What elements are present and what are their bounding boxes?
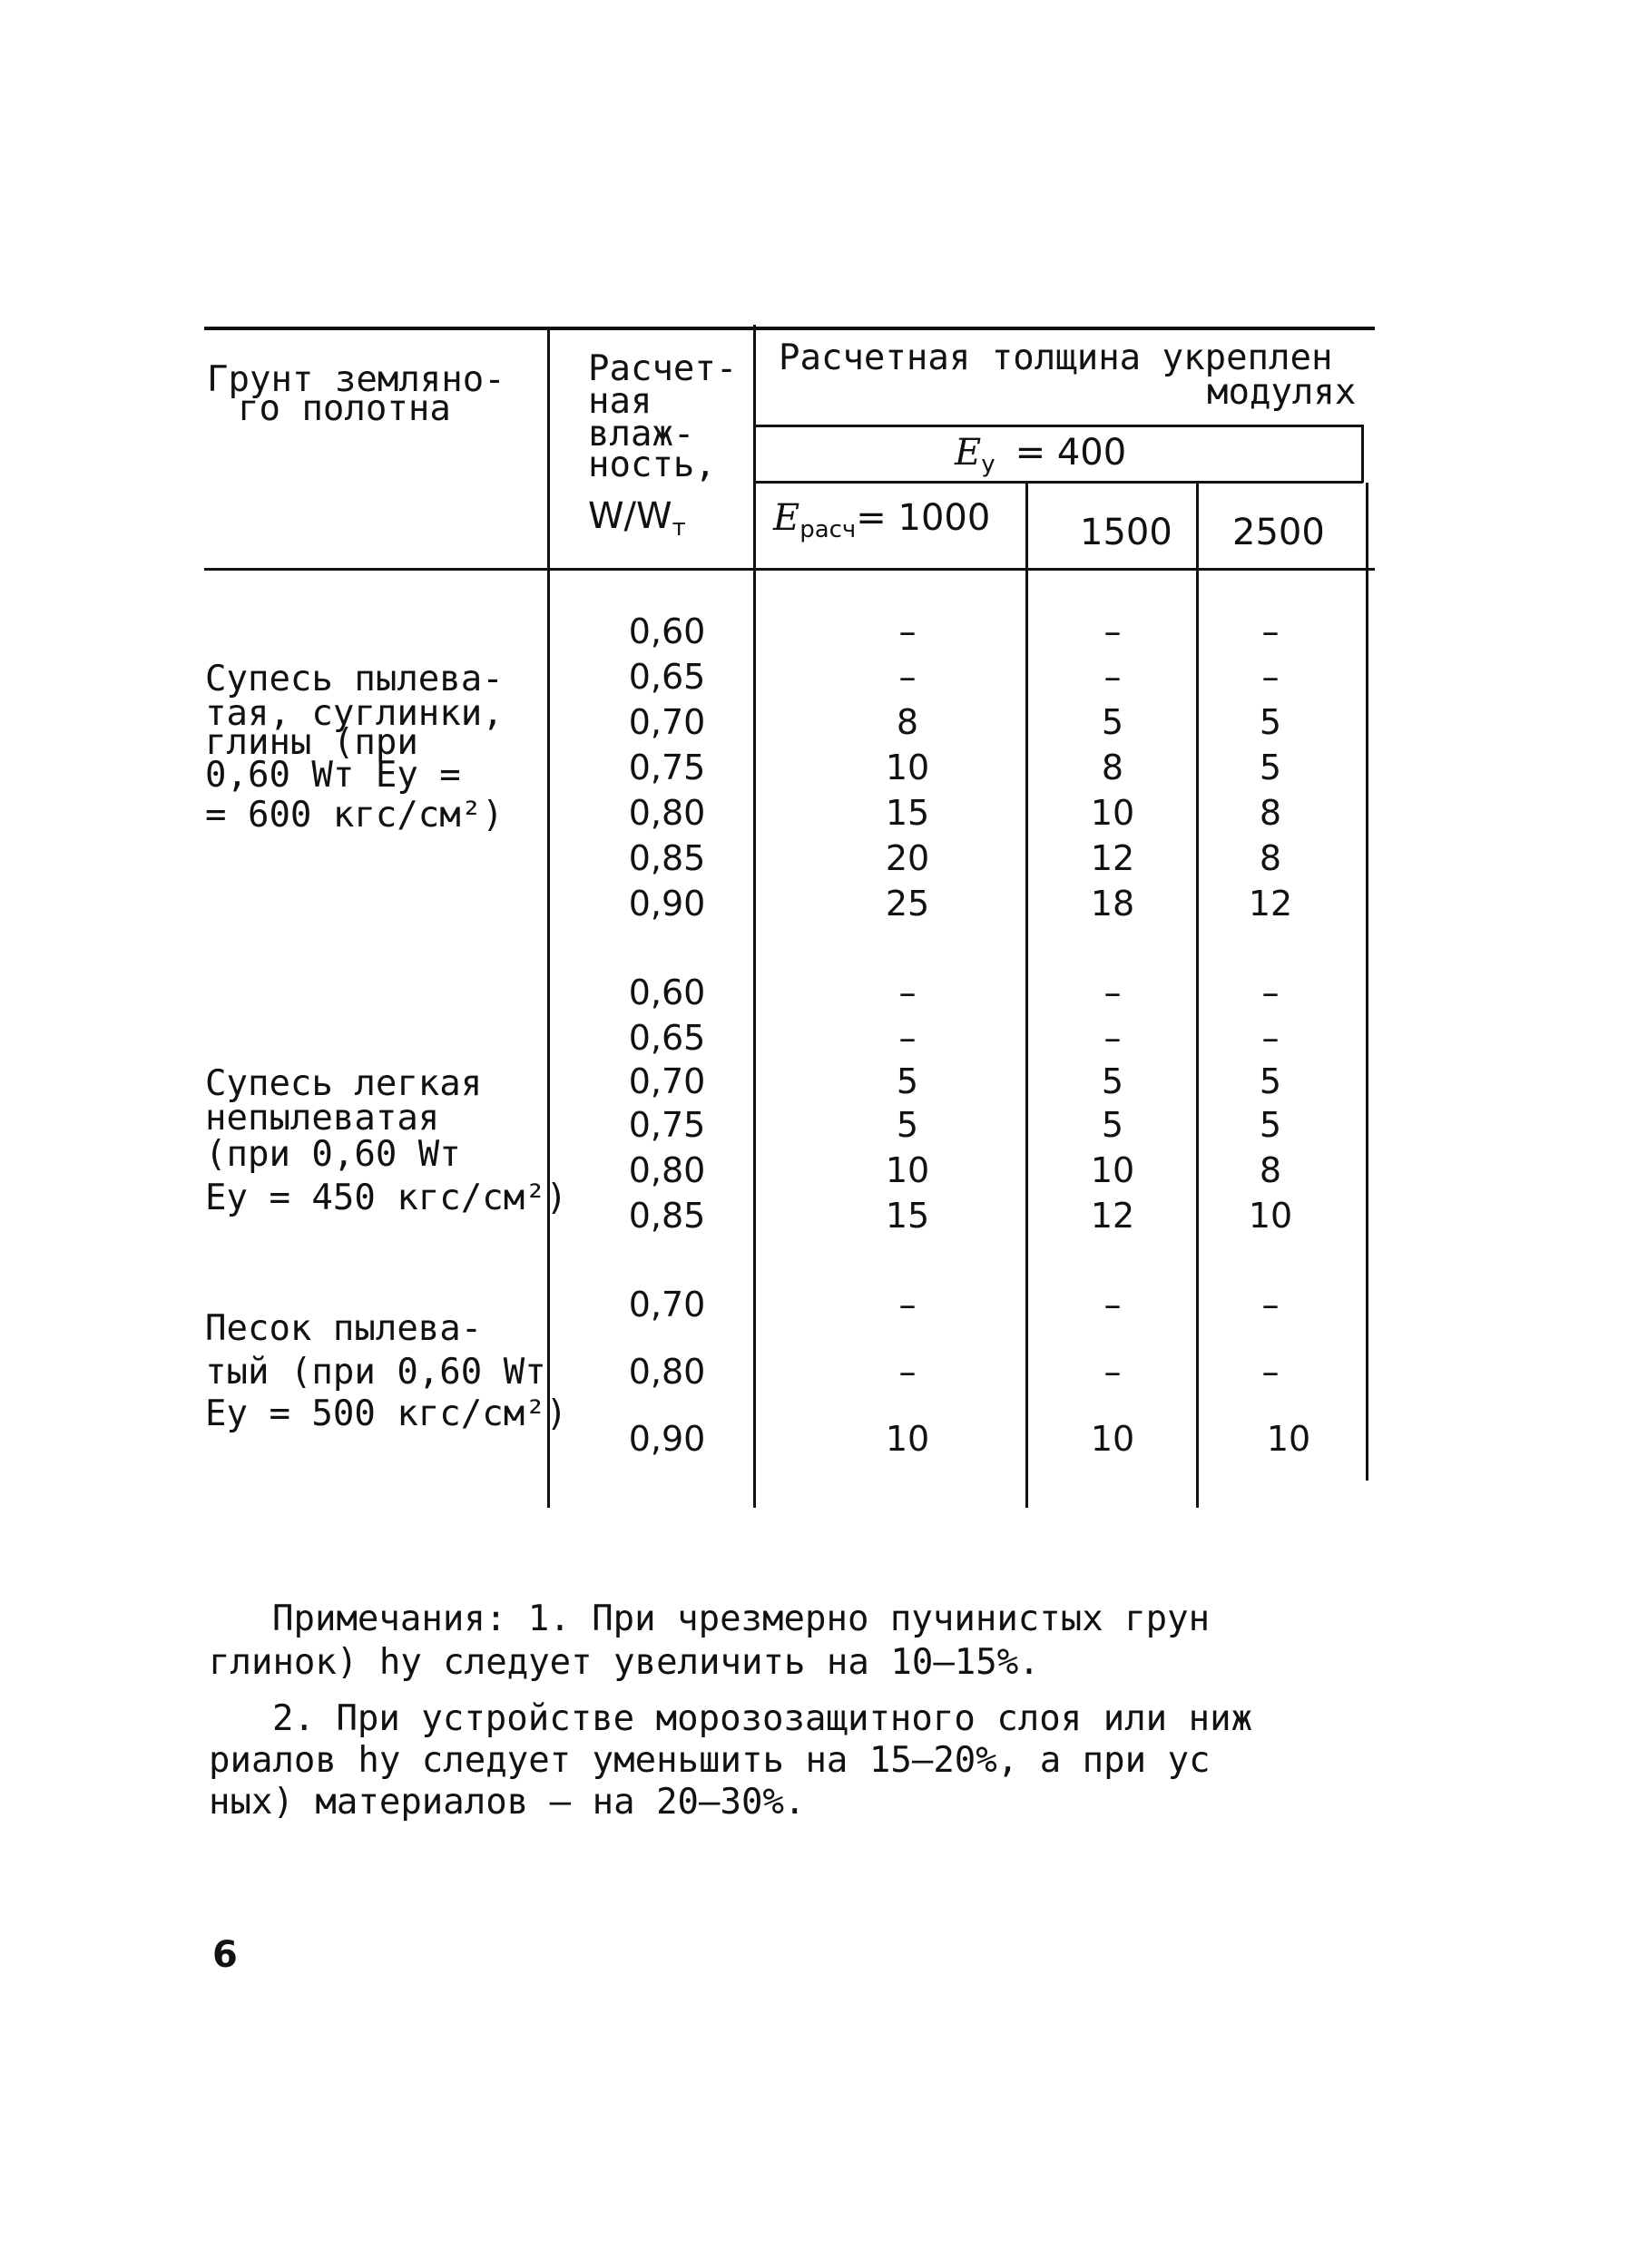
moisture-cell: 0,85 bbox=[628, 838, 706, 878]
value-cell-1500: 12 bbox=[1090, 1196, 1135, 1236]
value-cell-2500: 5 bbox=[1259, 1061, 1282, 1101]
moisture-cell: 0,70 bbox=[628, 702, 706, 742]
note-1-line-2: глинок) hу следует увеличить на 10–15%. bbox=[209, 1642, 1040, 1683]
value-cell-1500: 8 bbox=[1101, 748, 1124, 787]
soil-label-g1-l2: тая, суглинки, bbox=[205, 693, 504, 734]
soil-label-g1-l1: Супесь пылева- bbox=[205, 659, 504, 699]
moisture-cell: 0,60 bbox=[628, 973, 706, 1012]
moisture-cell: 0,70 bbox=[628, 1285, 706, 1325]
soil-label-g2-l3: (при 0,60 Wт bbox=[205, 1134, 461, 1175]
table-col5-divider bbox=[1196, 483, 1199, 1508]
soil-label-g3-l1: Песок пылева- bbox=[205, 1308, 483, 1349]
soil-label-g2-l4: Eу = 450 кгс/см²) bbox=[205, 1178, 568, 1218]
table-top-rule bbox=[204, 327, 1375, 330]
value-cell-1000: 15 bbox=[885, 1196, 930, 1236]
col3-header-line1: Расчетная толщина укреплен bbox=[779, 337, 1333, 378]
soil-label-g3-l3: Eу = 500 кгс/см²) bbox=[205, 1393, 568, 1434]
value-cell-2500: – bbox=[1261, 1018, 1280, 1058]
value-cell-1500: 18 bbox=[1090, 884, 1135, 924]
value-cell-1500: – bbox=[1103, 1352, 1122, 1392]
value-cell-2500: – bbox=[1261, 1285, 1280, 1325]
moisture-cell: 0,75 bbox=[628, 1105, 706, 1145]
soil-label-g3-l2: тый (при 0,60 Wт bbox=[205, 1352, 546, 1393]
value-cell-1000: 8 bbox=[896, 702, 919, 742]
soil-label-g1-l3: глины (при bbox=[205, 722, 418, 763]
col-value-2500: 2500 bbox=[1232, 512, 1325, 553]
page-number: 6 bbox=[212, 1934, 238, 1976]
value-cell-1500: 5 bbox=[1101, 1105, 1124, 1145]
moisture-cell: 0,80 bbox=[628, 1352, 706, 1392]
value-cell-1000: 10 bbox=[885, 1150, 930, 1190]
table-col1-divider bbox=[547, 328, 550, 1508]
col2-header-line1: Расчет- bbox=[588, 348, 738, 389]
value-cell-2500: – bbox=[1261, 973, 1280, 1012]
value-cell-1000: – bbox=[898, 611, 917, 651]
note-2-line-2: риалов hу следует уменьшить на 15–20%, а при ус bbox=[209, 1740, 1211, 1781]
value-cell-1500: – bbox=[1103, 657, 1122, 697]
table-col2-divider bbox=[753, 325, 756, 1508]
value-cell-1500: – bbox=[1103, 973, 1122, 1012]
col-value-1500: 1500 bbox=[1080, 512, 1172, 553]
value-cell-1000: – bbox=[898, 1352, 917, 1392]
value-cell-1500: 5 bbox=[1101, 702, 1124, 742]
col1-header-line1: Грунт земляно- bbox=[207, 359, 505, 400]
value-cell-1500: 12 bbox=[1090, 838, 1135, 878]
value-cell-2500: 8 bbox=[1259, 838, 1282, 878]
col1-header-line2: го полотна bbox=[238, 388, 451, 429]
col-value-1000: $E_{расч}= 1000$ bbox=[773, 497, 991, 543]
value-cell-1500: 10 bbox=[1090, 793, 1135, 833]
ey-box-right bbox=[1361, 425, 1364, 483]
value-cell-2500: 8 bbox=[1259, 793, 1282, 833]
moisture-cell: 0,90 bbox=[628, 1419, 706, 1459]
value-cell-1000: – bbox=[898, 1285, 917, 1325]
moisture-cell: 0,60 bbox=[628, 611, 706, 651]
value-cell-1500: – bbox=[1103, 1018, 1122, 1058]
value-cell-2500: 12 bbox=[1248, 884, 1293, 924]
moisture-cell: 0,75 bbox=[628, 748, 706, 787]
value-cell-2500: 5 bbox=[1259, 702, 1282, 742]
ey-label: $E_у = 400$ bbox=[955, 432, 1127, 478]
note-2-line-3: ных) материалов – на 20–30%. bbox=[209, 1782, 806, 1823]
col2-unit: $W/W_т$ bbox=[588, 495, 686, 542]
value-cell-1000: 20 bbox=[885, 838, 930, 878]
value-cell-2500: 8 bbox=[1259, 1150, 1282, 1190]
table-header-bottom-rule bbox=[204, 568, 1375, 571]
table-col4-divider bbox=[1025, 483, 1028, 1508]
value-cell-1500: 10 bbox=[1090, 1419, 1135, 1459]
value-cell-2500: 5 bbox=[1259, 748, 1282, 787]
value-cell-1500: 10 bbox=[1090, 1150, 1135, 1190]
ey-rule-top bbox=[755, 425, 1363, 427]
value-cell-1500: 5 bbox=[1101, 1061, 1124, 1101]
value-cell-2500: 10 bbox=[1248, 1196, 1293, 1236]
value-cell-2500: – bbox=[1261, 657, 1280, 697]
moisture-cell: 0,85 bbox=[628, 1196, 706, 1236]
value-cell-1000: – bbox=[898, 1018, 917, 1058]
value-cell-1000: 5 bbox=[896, 1061, 919, 1101]
note-2-line-1: 2. При устройстве морозозащитного слоя или ниж bbox=[272, 1698, 1253, 1739]
soil-label-g2-l1: Супесь легкая bbox=[205, 1063, 483, 1104]
value-cell-2500: – bbox=[1261, 1352, 1280, 1392]
value-cell-1000: – bbox=[898, 657, 917, 697]
value-cell-1500: – bbox=[1103, 1285, 1122, 1325]
col3-header-line2: модулях bbox=[1207, 372, 1357, 413]
table-right-border bbox=[1366, 483, 1368, 1481]
value-cell-1000: 10 bbox=[885, 1419, 930, 1459]
value-cell-1000: 15 bbox=[885, 793, 930, 833]
col2-header-line2: ная bbox=[588, 381, 652, 422]
moisture-cell: 0,65 bbox=[628, 1018, 706, 1058]
value-cell-2500: – bbox=[1261, 611, 1280, 651]
col2-header-line4: ность, bbox=[588, 445, 716, 485]
value-cell-1000: 5 bbox=[896, 1105, 919, 1145]
soil-label-g1-l4: 0,60 Wт Eу = bbox=[205, 755, 461, 796]
moisture-cell: 0,70 bbox=[628, 1061, 706, 1101]
moisture-cell: 0,80 bbox=[628, 793, 706, 833]
value-cell-1000: 25 bbox=[885, 884, 930, 924]
value-cell-2500: 5 bbox=[1259, 1105, 1282, 1145]
value-cell-1000: – bbox=[898, 973, 917, 1012]
col2-header-line3: влаж- bbox=[588, 414, 695, 455]
moisture-cell: 0,90 bbox=[628, 884, 706, 924]
moisture-cell: 0,65 bbox=[628, 657, 706, 697]
soil-label-g2-l2: непылеватая bbox=[205, 1098, 440, 1139]
note-1-line-1: Примечания: 1. При чрезмерно пучинистых грун bbox=[272, 1598, 1211, 1639]
value-cell-2500: 10 bbox=[1266, 1419, 1311, 1459]
soil-label-g1-l5: = 600 кгс/см²) bbox=[205, 795, 504, 836]
moisture-cell: 0,80 bbox=[628, 1150, 706, 1190]
value-cell-1500: – bbox=[1103, 611, 1122, 651]
value-cell-1000: 10 bbox=[885, 748, 930, 787]
